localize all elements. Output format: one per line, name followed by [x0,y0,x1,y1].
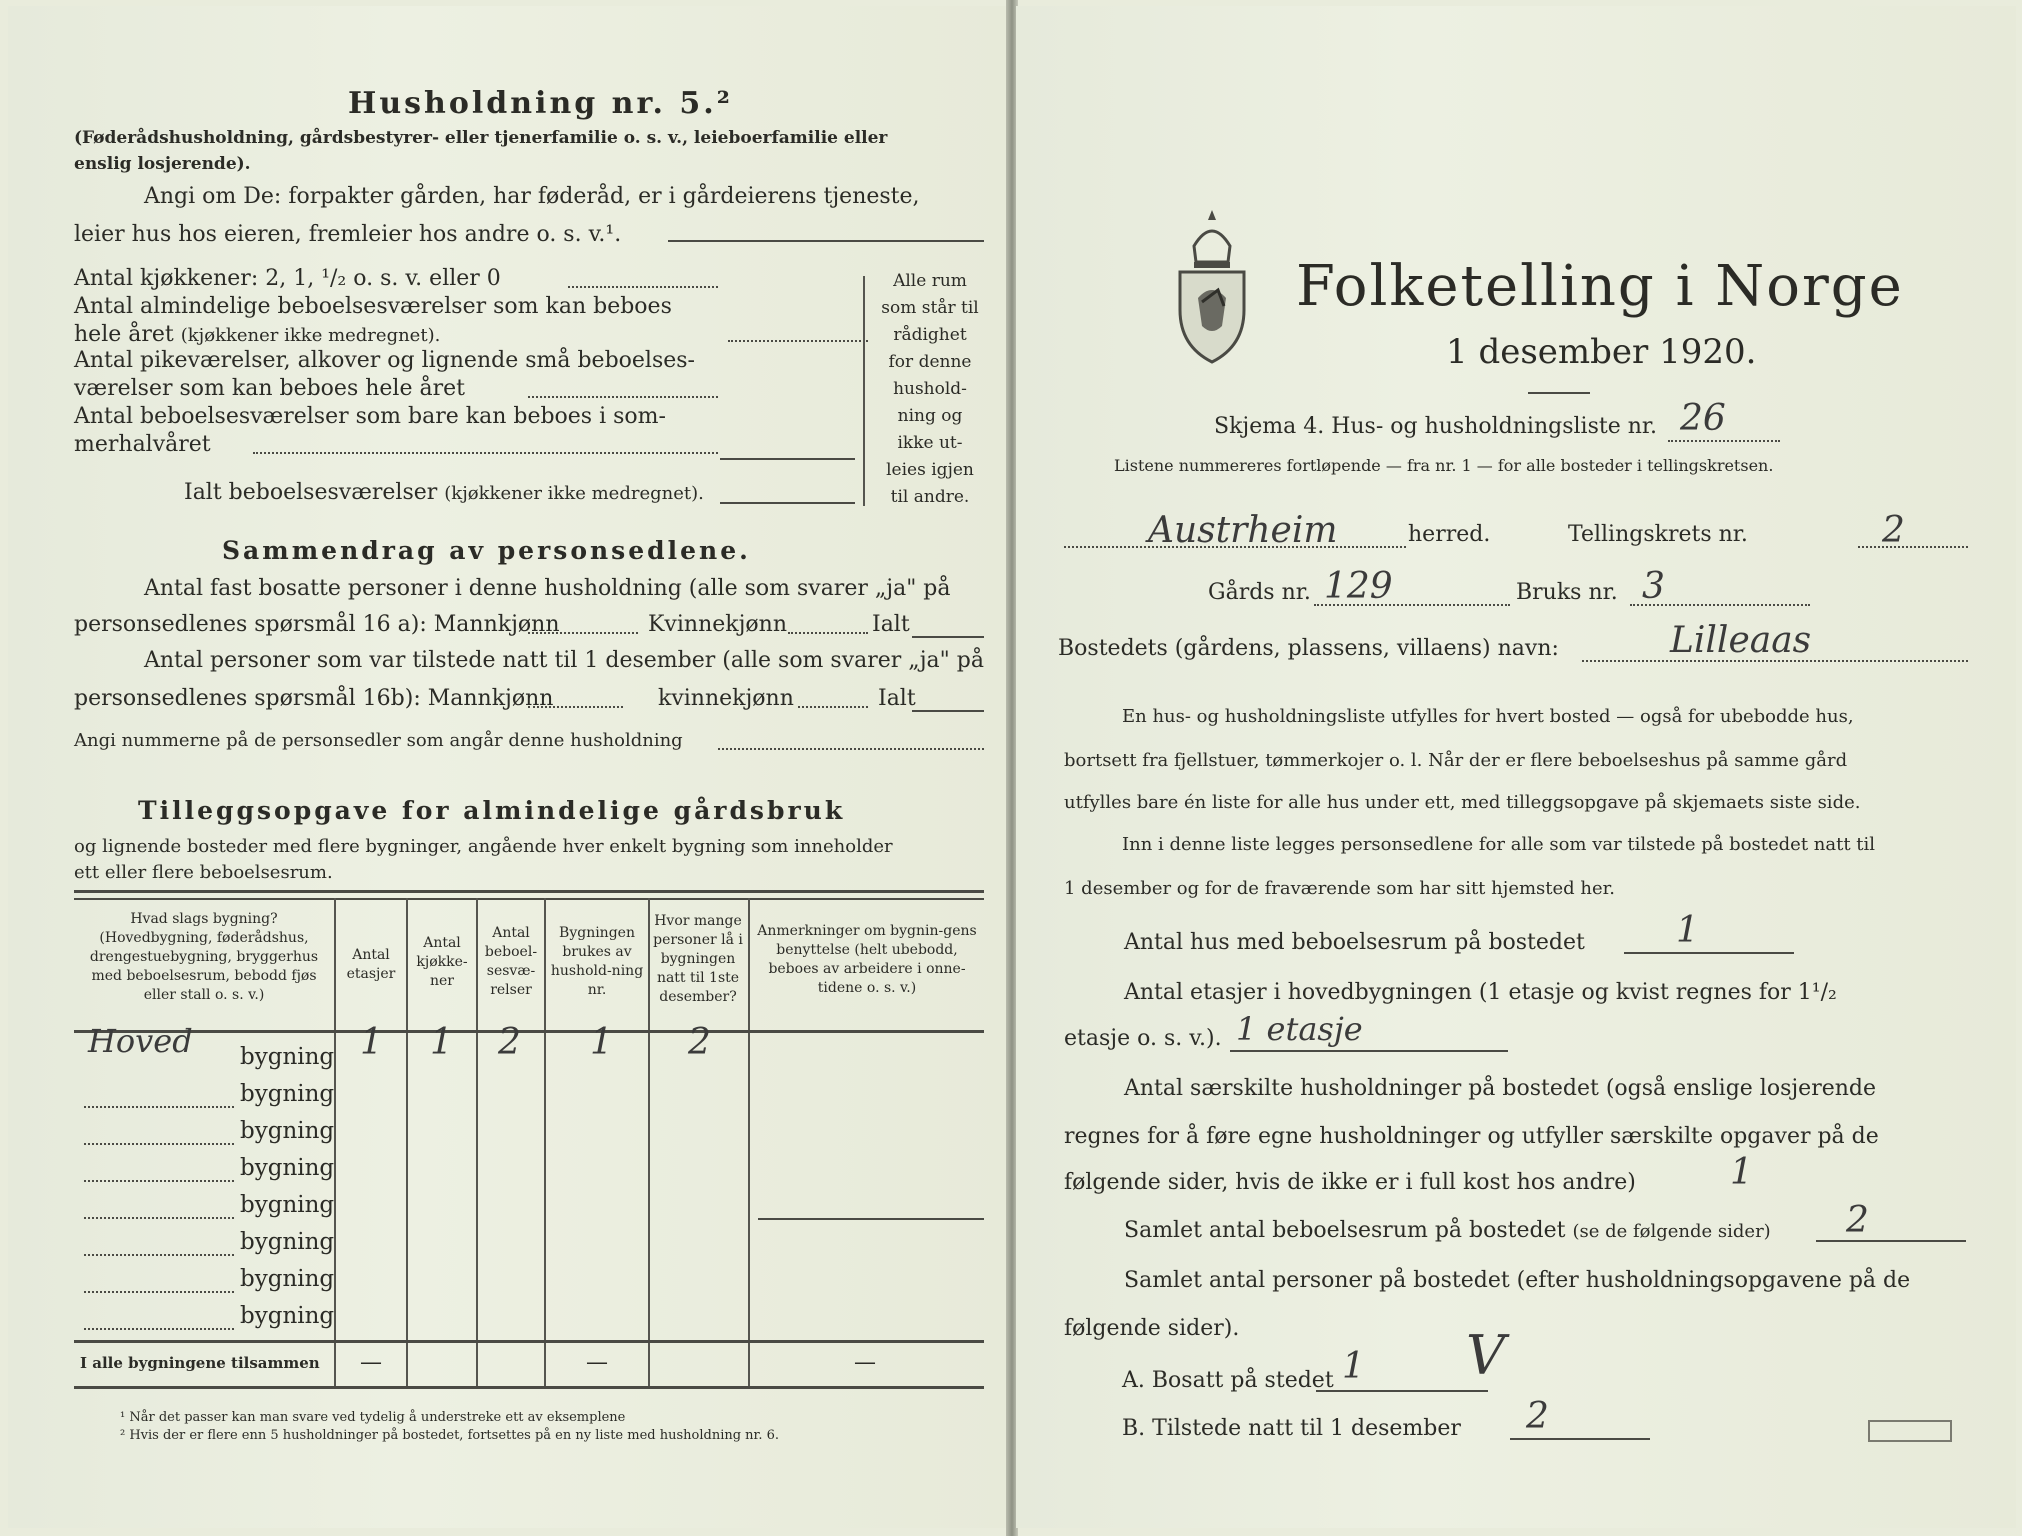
q-resident-label: A. Bosatt på stedet [1122,1368,1334,1393]
summary-1d: Ialt [872,612,910,637]
q-households-line-2: regnes for å føre egne husholdninger og utfyller særskilte opgaver på de [1064,1124,1879,1149]
household-title: Husholdning nr. 5.² [348,86,733,121]
footnote-1: ¹ Når det passer kan man svare ved tydelig å understreke ett av eksemplene [120,1410,626,1425]
rooms-label-1: Antal almindelige beboelsesværelser som kan beboes [74,294,672,319]
q-present-value: 2 [1526,1396,1549,1437]
krets-label: Tellingskrets nr. [1568,522,1748,547]
herred-label: herred. [1408,522,1491,547]
instructions-1: En hus- og husholdningsliste utfylles for hvert bosted — også for ubebodde hus, [1122,706,1854,727]
summer-rooms-label-2: merhalvåret [74,432,211,457]
q-floors-line-1: Antal etasjer i hovedbygningen (1 etasje og kvist regnes for 1¹/₂ [1124,980,1837,1005]
skjema-number: 26 [1680,398,1726,439]
summary-1a: Antal fast bosatte personer i denne husholdning (alle som svarer „ja" på [144,576,951,601]
q-houses-label: Antal hus med beboelsesrum på bostedet [1124,930,1585,955]
bosted-label: Bostedets (gårdens, plassens, villaens) navn: [1058,636,1559,661]
supplement-line-1: og lignende bosteder med flere bygninger, angående hver enkelt bygning som inneholder [74,836,893,857]
summer-rooms-label-1: Antal beboelsesværelser som bare kan beboes i som- [74,404,666,429]
summary-2d: Ialt [878,686,916,711]
gards-value: 129 [1324,566,1393,607]
instructions-2: bortsett fra fjellstuer, tømmerkojer o. l. Når der er flere beboelseshus på samme gård [1064,750,1848,771]
summary-2a: Antal personer som var tilstede natt til 1 desember (alle som svarer „ja" på [144,648,984,673]
small-rooms-label-1: Antal pikeværelser, alkover og lignende små beboelses- [74,348,695,373]
coat-of-arms-icon [1172,206,1252,366]
krets-value: 2 [1882,510,1905,551]
total-rooms-label: Ialt beboelsesværelser (kjøkkener ikke medregnet). [184,480,704,505]
bruks-value: 3 [1642,566,1665,607]
bosted-value: Lilleaas [1670,620,1812,661]
listene-note: Listene nummereres fortløpende — fra nr. 1 — for alle bosteder i tellingskretsen. [1114,456,1774,475]
col-household-nr: Bygningen brukes av hushold-ning nr. [550,925,644,998]
left-page: Husholdning nr. 5.² (Føderådshusholdning, gårdsbestyrer- eller tjenerfamilie o. s. v., leieboerfamilie eller enslig losjerende). Angi om De: forpakter gården, har føderåd, er i gårdeierens tjeneste, leier hus hos eieren, fremleier hos andre o. s. v.¹. Antal kjøkkener: 2, 1, ¹/₂ o. s. v. eller 0 Antal almindelige beboelsesværelser som kan beboes hele året (kjøkkener ikke medregnet). Antal pikeværelser, alkover og lignende små beboelses- værelser som kan beboes hele året Antal beboelsesværelser som bare kan beboes i som- merhalvåret Ialt beboelsesværelser (kjøkkener ikke medregnet). Alle rum som står til rådighet for denne hushold- ning og ikke ut- leies igjen til andre. Sammendrag av personsedlene. Antal fast bosatte personer i denne husholdning (alle som svarer „ja" på personsedlenes spørsmål 16 a): Mannkjønn Kvinnekjønn Ialt Antal personer som var tilstede natt til 1 desember (alle som svarer „ja" på personsedlenes spørsmål 16b): Mannkjønn kvinnekjønn Ialt Angi nummerne på de personsedler som angår denne husholdning Tilleggsopgave for almindelige gårdsbruk og lignende bosteder med flere bygninger, angående hver enkelt bygning som inneholder ett eller flere beboelsesrum. Hvad slags bygning? (Hovedbygning, føderådshus, drengestuebygning, bryggerhus med beboelsesrum, bebodd fjøs eller stall o. s. v.) Antal etasjer Antal kjøkke-ner Antal beboel-sesvæ-relser Bygningen brukes av hushold-ning nr. Hvor mange personer lå i bygningen natt til 1ste desember? Anmerkninger om bygnin-gens benyttelse (helt ubebodd, beboes av arbeidere i onne-tidene o. s. v.) Hoved bygning 1 1 2 1 2 bygning bygning bygning bygning bygning bygning bygning I alle bygningene tilsammen — — — ¹ Når det passer kan man svare ved tydelig å understreke ett av eksemplene ² Hvis der er flere enn 5 husholdninger på bostedet, fortsettes på en ny liste med husholdning nr. 6. [8,6,1008,1528]
census-date: 1 desember 1920. [1446,332,1757,372]
sidenote: Alle rum som står til rådighet for denne hushold- ning og ikke ut- leies igjen til andre. [881,271,979,507]
summary-1c: Kvinnekjønn [648,612,787,637]
q-houses-value: 1 [1676,910,1699,951]
col-rooms: Antal beboel-sesvæ-relser [484,925,538,998]
q-floors-line-2: etasje o. s. v.). [1064,1026,1222,1051]
instructions-3: utfylles bare én liste for alle hus under ett, med tilleggsopgave på skjemaets siste side. [1064,792,1861,813]
printer-stamp [1868,1420,1952,1442]
col-building-type: Hvad slags bygning? (Hovedbygning, føderådshus, drengestuebygning, bryggerhus med beboelsesrum, bebodd fjøs eller stall o. s. v.) [89,911,319,1003]
angi-nummerne: Angi nummerne på de personsedler som angår denne husholdning [74,730,683,751]
right-page [1016,6,2016,1528]
summary-2b: personsedlenes spørsmål 16b): Mannkjønn [74,686,554,711]
supplement-title: Tilleggsopgave for almindelige gårdsbruk [138,796,846,825]
q-households-value: 1 [1730,1152,1753,1193]
gards-label: Gårds nr. [1208,580,1311,605]
supplement-line-2: ett eller flere beboelsesrum. [74,862,333,883]
footnote-2: ² Hvis der er flere enn 5 husholdninger på bostedet, fortsettes på en ny liste med husholdning nr. 6. [120,1428,780,1443]
summary-1b: personsedlenes spørsmål 16 a): Mannkjønn [74,612,560,637]
q-present-label: B. Tilstede natt til 1 desember [1122,1416,1461,1441]
total-remarks: — [854,1350,876,1375]
table-total-label: I alle bygningene tilsammen [80,1354,320,1372]
q-floors-value: 1 etasje [1236,1010,1363,1048]
kitchens-label: Antal kjøkkener: 2, 1, ¹/₂ o. s. v. eller 0 [74,266,501,291]
census-title: Folketelling i Norge [1296,254,1904,319]
total-household: — [586,1350,608,1375]
q-resident-value: 1 [1342,1346,1365,1387]
instructions-4: Inn i denne liste legges personsedlene for alle som var tilstede på bostedet natt til [1122,834,1876,855]
total-floors: — [360,1350,382,1375]
rooms-label-2: hele året (kjøkkener ikke medregnet). [74,322,441,347]
q-persons-line-2: følgende sider). [1064,1316,1240,1341]
skjema-label: Skjema 4. Hus- og husholdningsliste nr. [1214,414,1657,439]
herred-value: Austrheim [1148,510,1338,551]
col-persons: Hvor mange personer lå i bygningen natt til 1ste desember? [653,913,743,1005]
angi-line-1: Angi om De: forpakter gården, har føderåd, er i gårdeierens tjeneste, [144,184,920,209]
q-households-line-1: Antal særskilte husholdninger på bostedet (også enslige losjerende [1124,1076,1877,1101]
household-subtitle-1: (Føderådshusholdning, gårdsbestyrer- eller tjenerfamilie o. s. v., leieboerfamilie eller [74,128,888,148]
instructions-5: 1 desember og for de fraværende som har sitt hjemsted her. [1064,878,1615,899]
col-kitchens: Antal kjøkke-ner [416,935,468,989]
angi-line-2: leier hus hos eieren, fremleier hos andre o. s. v.¹. [74,222,622,247]
col-floors: Antal etasjer [346,947,396,982]
q-households-line-3: følgende sider, hvis de ikke er i full kost hos andre) [1064,1170,1636,1195]
summary-title: Sammendrag av personsedlene. [222,536,751,565]
household-subtitle-2: enslig losjerende). [74,154,251,174]
small-rooms-label-2: værelser som kan beboes hele året [74,376,465,401]
bruks-label: Bruks nr. [1516,580,1618,605]
col-remarks: Anmerkninger om bygnin-gens benyttelse (helt ubebodd, beboes av arbeidere i onne-tidene o. s. v.) [757,923,977,996]
q-resident-check-mark: V [1466,1324,1505,1387]
summary-2c: kvinnekjønn [658,686,794,711]
q-rooms-label: Samlet antal beboelsesrum på bostedet (se de følgende sider) [1124,1218,1771,1243]
q-persons-line-1: Samlet antal personer på bostedet (efter husholdningsopgavene på de [1124,1268,1911,1293]
q-rooms-value: 2 [1846,1200,1869,1241]
